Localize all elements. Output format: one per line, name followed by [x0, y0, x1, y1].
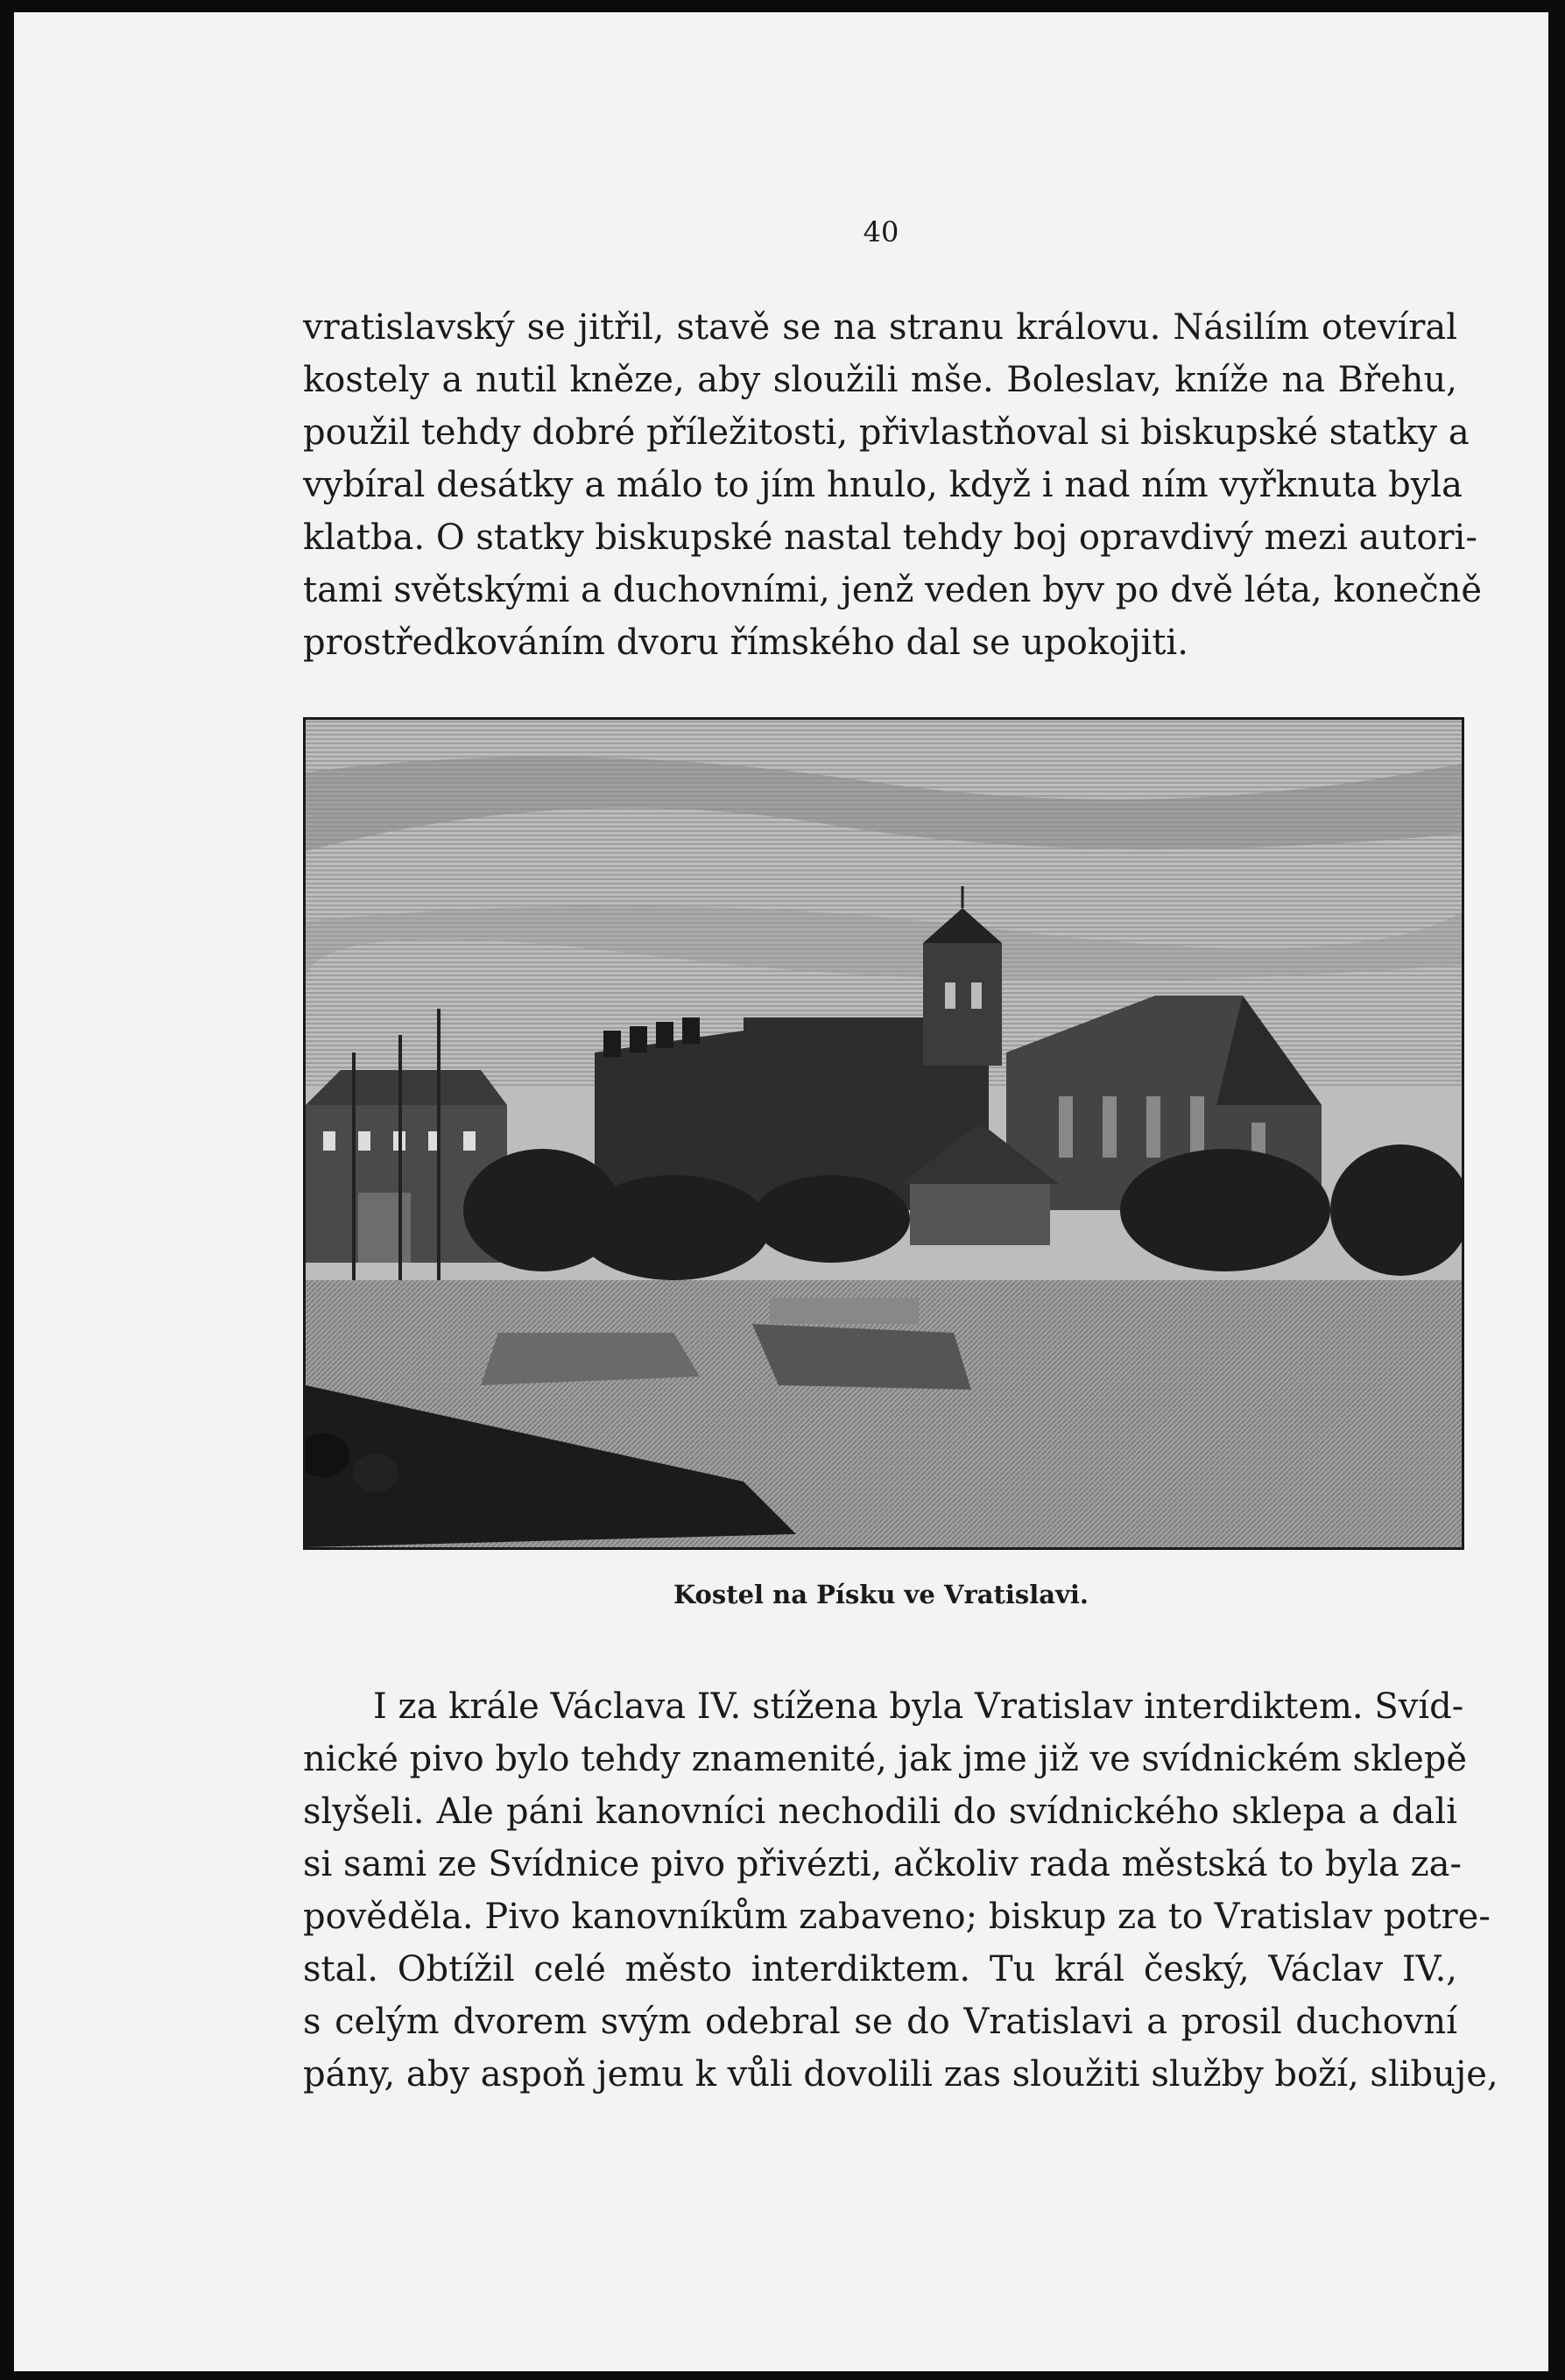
text-line: klatba. O statky biskupské nastal tehdy boj opravdivý mezi autori- [303, 518, 1477, 558]
text-line: s celým dvorem svým odebral se do Vratislavi a prosil duchovní [303, 2002, 1457, 2042]
paragraph-bottom [303, 1680, 1498, 2101]
text-line: stal. Obtížil celé město interdiktem. Tu král český, Václav IV., [303, 1949, 1457, 1989]
text-line: prostředkováním dvoru římského dal se upokojiti. [303, 623, 1188, 663]
text-line: použil tehdy dobré příležitosti, přivlastňoval si biskupské statky a [303, 412, 1470, 453]
text-line: si sami ze Svídnice pivo přivézti, ačkoliv rada městská to byla za- [303, 1844, 1463, 1884]
figure-caption: Kostel na Písku ve Vratislavi. [673, 1580, 1089, 1609]
page-number: 40 [863, 215, 899, 249]
book-page [14, 12, 1548, 2371]
text-line: I za krále Václava IV. stížena byla Vratislav interdiktem. Svíd- [373, 1686, 1464, 1727]
text-line: tami světskými a duchovními, jenž veden byv po dvě léta, konečně [303, 570, 1483, 610]
paragraph-top [303, 301, 1483, 669]
church-illustration [303, 717, 1464, 1550]
church-tower [923, 943, 1002, 1066]
text-line: pány, aby aspoň jemu k vůli dovolili zas sloužiti služby boží, slibuje, [303, 2054, 1498, 2095]
text-line: slyšeli. Ale páni kanovníci nechodili do svídnického sklepa a dali [303, 1792, 1457, 1832]
text-line: pověděla. Pivo kanovníkům zabaveno; biskup za to Vratislav potre- [303, 1897, 1491, 1937]
text-line: vratislavský se jitřil, stavě se na stranu královu. Násilím otevíral [303, 307, 1457, 348]
text-line: vybíral desátky a málo to jím hnulo, když i nad ním vyřknuta byla [303, 465, 1463, 505]
text-line: kostely a nutil kněze, aby sloužili mše. Boleslav, kníže na Břehu, [303, 360, 1457, 400]
text-line: nické pivo bylo tehdy znamenité, jak jme již ve svídnickém sklepě [303, 1739, 1468, 1779]
